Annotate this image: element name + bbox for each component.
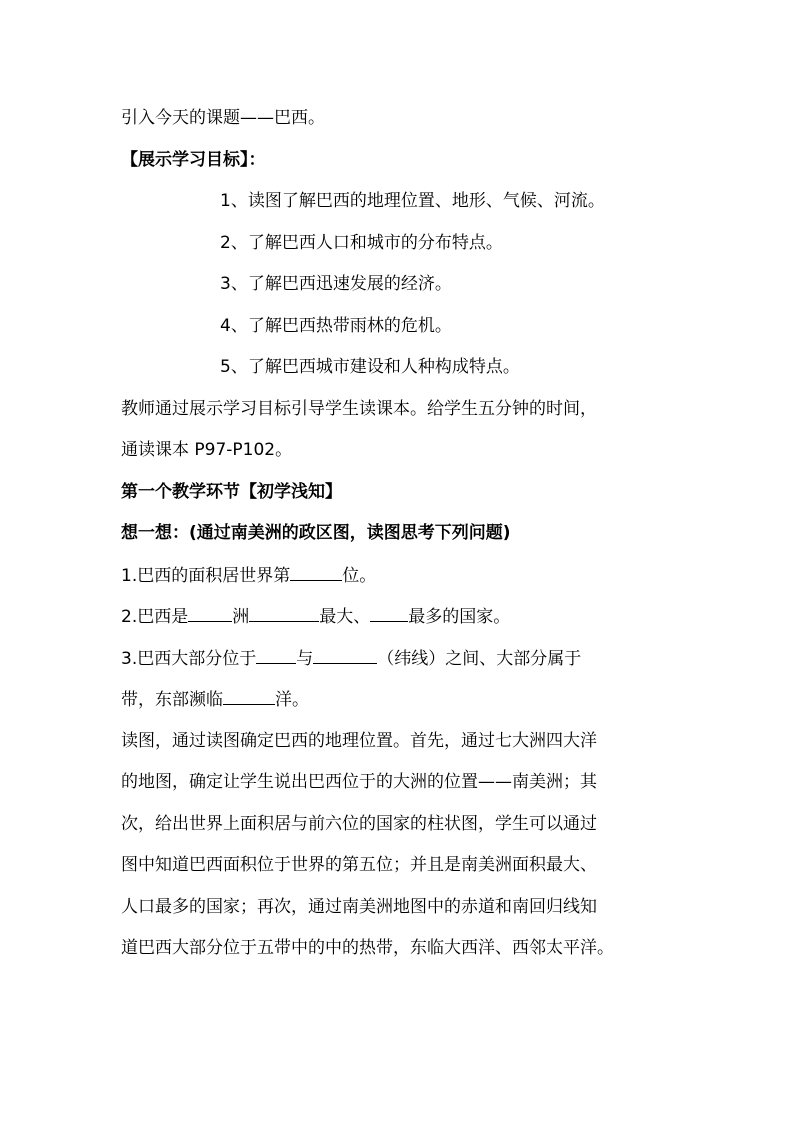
- teacher-paragraph-line: 通读课本 P97-P102。: [121, 440, 293, 460]
- question-text: 带，东部濒临: [121, 690, 223, 710]
- goal-item: 4、了解巴西热带雨林的危机。: [220, 316, 452, 336]
- answer-blank: [290, 563, 342, 581]
- question-text: 最大、: [319, 607, 371, 627]
- question-1: [121, 563, 376, 588]
- goal-item: 3、了解巴西迅速发展的经济。: [220, 274, 452, 294]
- question-text: （纬线）之间、大部分属于: [377, 649, 582, 669]
- section-heading: 第一个教学环节【初学浅知】: [121, 482, 342, 502]
- reading-paragraph-line: 次，给出世界上面积居与前六位的国家的柱状图，学生可以通过: [121, 814, 597, 834]
- question-text: 最多的国家。: [408, 607, 511, 627]
- answer-blank: [223, 687, 275, 705]
- answer-blank: [249, 604, 319, 622]
- think-heading: 想一想：(通过南美洲的政区图，读图思考下列问题): [121, 523, 511, 543]
- question-text: 与: [296, 649, 314, 669]
- answer-blank: [188, 604, 232, 622]
- intro-line: 引入今天的课题——巴西。: [121, 108, 325, 128]
- goal-item: 1、读图了解巴西的地理位置、地形、气候、河流。: [220, 191, 605, 211]
- question-3: [121, 646, 581, 671]
- reading-paragraph-line: 人口最多的国家；再次，通过南美洲地图中的赤道和南回归线知: [121, 897, 597, 917]
- question-text: 洲: [232, 607, 250, 627]
- question-text: 2.巴西是: [121, 607, 189, 627]
- question-3-continued: [121, 687, 309, 712]
- reading-paragraph-line: 图中知道巴西面积位于世界的第五位；并且是南美洲面积最大、: [121, 855, 597, 875]
- question-text: 洋。: [275, 690, 309, 710]
- goals-heading: 【展示学习目标】：: [121, 150, 266, 170]
- answer-blank: [256, 646, 296, 664]
- reading-paragraph-line: 道巴西大部分位于五带中的中的热带，东临大西洋、西邻太平洋。: [121, 938, 614, 958]
- question-2: [121, 604, 510, 629]
- reading-paragraph-line: 的地图，确定让学生说出巴西位于的大洲的位置——南美洲；其: [121, 772, 597, 792]
- goal-item: 5、了解巴西城市建设和人种构成特点。: [220, 357, 520, 377]
- answer-blank: [370, 604, 408, 622]
- teacher-paragraph-line: 教师通过展示学习目标引导学生读课本。给学生五分钟的时间，: [121, 399, 597, 419]
- goal-item: 2、了解巴西人口和城市的分布特点。: [220, 233, 503, 253]
- answer-blank: [313, 646, 377, 664]
- question-text: 位。: [342, 566, 377, 586]
- question-text: 1.巴西的面积居世界第: [121, 566, 291, 586]
- reading-paragraph-line: 读图，通过读图确定巴西的地理位置。首先，通过七大洲四大洋: [121, 731, 597, 751]
- question-text: 3.巴西大部分位于: [121, 649, 257, 669]
